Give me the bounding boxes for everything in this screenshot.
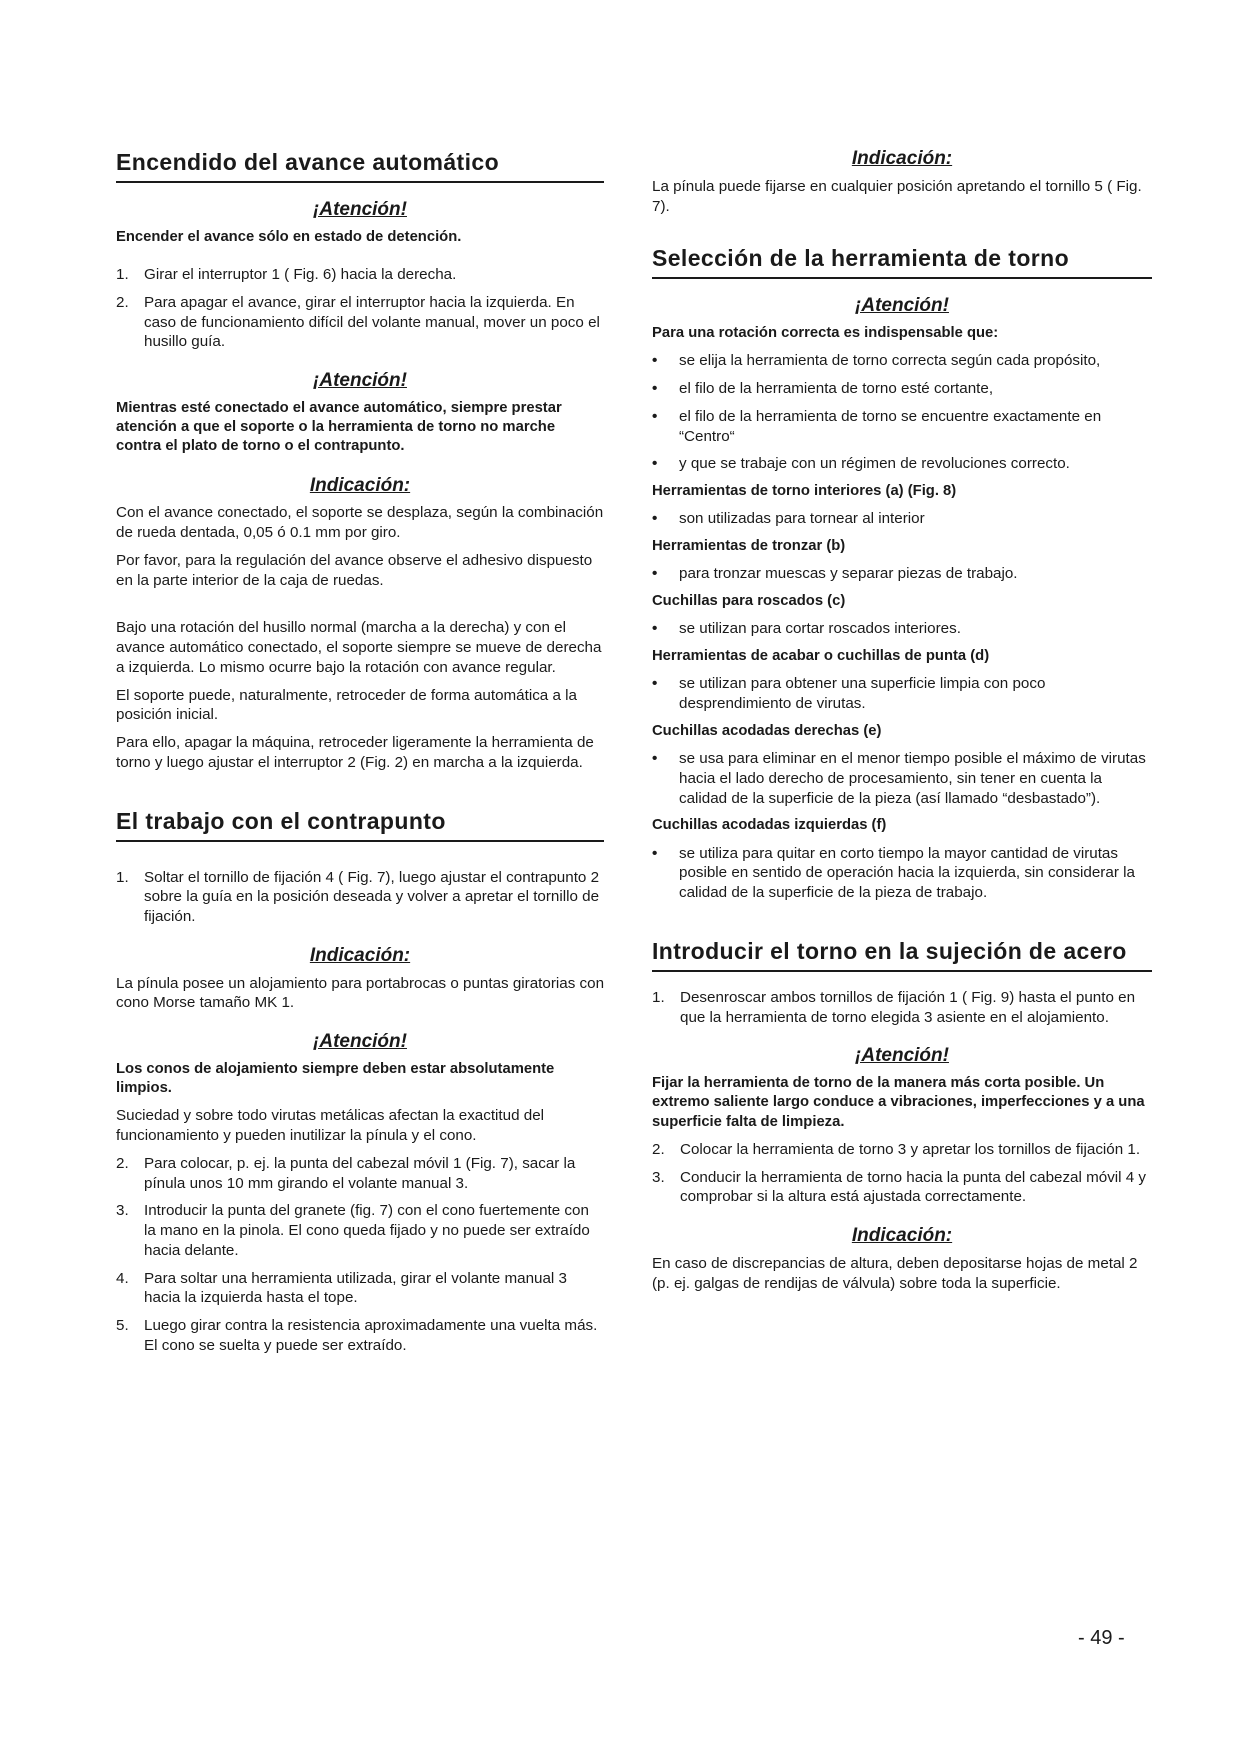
- list-item: 2. Colocar la herramienta de torno 3 y apretar los tornillos de fijación 1.: [652, 1140, 1141, 1158]
- attention-heading: ¡Atención!: [313, 370, 407, 392]
- paragraph: En caso de discrepancias de altura, deben depositarse hojas de metal 2 (p. ej. galgas de rendijas de válvula) sobre toda la superficie.: [652, 1254, 1138, 1292]
- paragraph: La pínula puede fijarse en cualquier posición apretando el tornillo 5 ( Fig. 7).: [652, 177, 1142, 215]
- bullet-item: • son utilizadas para tornear al interior: [652, 510, 925, 528]
- section-title-avance: Encendido del avance automático: [116, 148, 604, 183]
- attention-heading: ¡Atención!: [313, 1031, 407, 1053]
- note-heading: Indicación:: [851, 1225, 953, 1247]
- bullet-item: • y que se trabaje con un régimen de revoluciones correcto.: [652, 455, 1070, 473]
- tool-heading: Herramientas de torno interiores (a) (Fig. 8): [652, 483, 957, 500]
- paragraph: Por favor, para la regulación del avance observe el adhesivo dispuesto en la parte interior de la caja de ruedas.: [116, 551, 593, 589]
- bullet-item: • se utilizan para obtener una superficie limpia con poco desprendimiento de virutas.: [652, 675, 1046, 713]
- list-item: 1. Girar el interruptor 1 ( Fig. 6) hacia la derecha.: [116, 266, 457, 284]
- attention-heading: ¡Atención!: [855, 1045, 949, 1067]
- note-heading: Indicación:: [851, 148, 953, 169]
- section-title-seleccion: Selección de la herramienta de torno: [652, 244, 1152, 279]
- note-heading: Indicación:: [309, 474, 411, 496]
- page-number: - 49 -: [1078, 1627, 1125, 1649]
- paragraph: La pínula posee un alojamiento para portabrocas o puntas giratorias con cono Morse tamaño MK 1.: [116, 974, 605, 1012]
- list-item: 2. Para apagar el avance, girar el interruptor hacia la izquierda. En caso de funcionamiento difícil del volante manual, mover un poco el husillo guía.: [116, 293, 600, 351]
- bullet-item: • el filo de la herramienta de torno esté cortante,: [652, 380, 994, 398]
- paragraph: Suciedad y sobre todo virutas metálicas afectan la exactitud del funcionamiento y pueden inutilizar la pínula y el cono.: [116, 1107, 545, 1145]
- bullet-item: • para tronzar muescas y separar piezas de trabajo.: [652, 565, 1018, 583]
- section-title-sujecion: Introducir el torno en la sujeción de acero: [652, 937, 1152, 972]
- list-item: 2. Para colocar, p. ej. la punta del cabezal móvil 1 (Fig. 7), sacar la pínula unos 10 mm girando el volante manual 3.: [116, 1154, 576, 1192]
- attention-text: Los conos de alojamiento siempre deben estar absolutamente limpios.: [116, 1061, 555, 1097]
- tool-heading: Herramientas de acabar o cuchillas de punta (d): [652, 648, 990, 665]
- list-item: 1. Soltar el tornillo de fijación 4 ( Fig. 7), luego ajustar el contrapunto 2 sobre la guía en la posición deseada y volver a apretar el tornillo de fijación.: [116, 868, 600, 926]
- attention-heading: ¡Atención!: [313, 199, 407, 221]
- bullet-item: • se elija la herramienta de torno correcta según cada propósito,: [652, 352, 1101, 370]
- attention-text: Para una rotación correcta es indispensable que:: [652, 325, 999, 342]
- attention-text: Mientras esté conectado el avance automático, siempre prestar atención a que el soporte o la herramienta de torno no marche contra el plato de torno o el contrapunto.: [116, 399, 562, 455]
- attention-text: Encender el avance sólo en estado de detención.: [116, 228, 462, 245]
- list-item: 3. Conducir la herramienta de torno hacia la punta del cabezal móvil 4 y comprobar si la altura está ajustada correctamente.: [652, 1168, 1147, 1206]
- tool-heading: Cuchillas acodadas izquierdas (f): [652, 817, 887, 834]
- right-column: [652, 148, 1152, 1301]
- note-heading: Indicación:: [309, 944, 411, 966]
- list-item: 5. Luego girar contra la resistencia aproximadamente una vuelta más. El cono se suelta y puede ser extraído.: [116, 1317, 598, 1354]
- paragraph: Con el avance conectado, el soporte se desplaza, según la combinación de rueda dentada, 0,05 ó 0.1 mm por giro.: [116, 504, 604, 542]
- bullet-item: • se usa para eliminar en el menor tiempo posible el máximo de virutas hacia el lado derecho de procesamiento, sin tener en cuenta la calidad de la superficie de la pieza (así llamado “desbastado”).: [652, 750, 1146, 807]
- list-item: 3. Introducir la punta del granete (fig. 7) con el cono fuertemente con la mano en la pinola. El cono queda fijado y no puede ser extraído hacia delante.: [116, 1202, 590, 1259]
- left-column: [116, 148, 604, 1364]
- tool-heading: Herramientas de tronzar (b): [652, 538, 846, 555]
- bullet-item: • se utiliza para quitar en corto tiempo la mayor cantidad de virutas posible en sentido de operación hacia la izquierda, sin considerar la calidad de la superficie de la pieza de trabajo.: [652, 844, 1135, 902]
- paragraph: El soporte puede, naturalmente, retroceder de forma automática a la posición inicial.: [116, 686, 577, 724]
- bullet-item: • se utilizan para cortar roscados interiores.: [652, 620, 961, 638]
- section-title-contrapunto: El trabajo con el contrapunto: [116, 807, 604, 842]
- list-item: 1. Desenroscar ambos tornillos de fijación 1 ( Fig. 9) hasta el punto en que la herramienta de torno elegida 3 asiente en el alojamiento.: [652, 988, 1136, 1026]
- tool-heading: Cuchillas acodadas derechas (e): [652, 722, 882, 739]
- attention-heading: ¡Atención!: [855, 295, 949, 317]
- attention-text: Fijar la herramienta de torno de la manera más corta posible. Un extremo saliente largo conduce a vibraciones, imperfecciones y a una superficie falta de limpieza.: [652, 1075, 1145, 1130]
- paragraph: Bajo una rotación del husillo normal (marcha a la derecha) y con el avance automático conectado, el soporte siempre se mueve de derecha a izquierda. Lo mismo ocurre bajo la rotación con avance regular.: [116, 619, 602, 676]
- tool-heading: Cuchillas para roscados (c): [652, 593, 846, 610]
- bullet-item: • el filo de la herramienta de torno se encuentre exactamente en “Centro“: [652, 407, 1102, 445]
- paragraph: Para ello, apagar la máquina, retroceder ligeramente la herramienta de torno y luego ajustar el interruptor 2 (Fig. 2) en marcha a la izquierda.: [116, 734, 594, 771]
- list-item: 4. Para soltar una herramienta utilizada, girar el volante manual 3 hacia la izquierda hasta el tope.: [116, 1269, 567, 1307]
